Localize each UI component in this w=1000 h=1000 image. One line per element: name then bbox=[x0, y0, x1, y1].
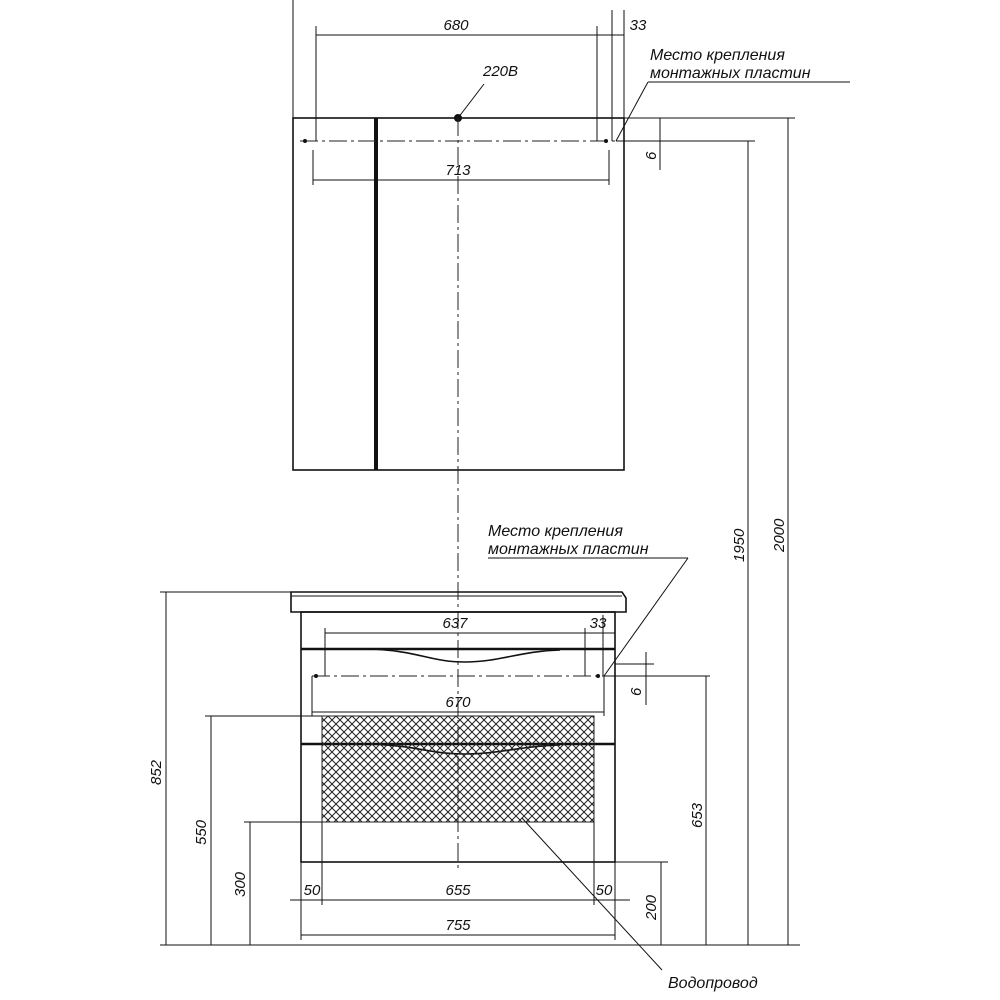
cabinet-mount-leader bbox=[616, 82, 648, 141]
cabinet-mount-point-right bbox=[604, 139, 608, 143]
vanity-mount-label-line1: Место крепления bbox=[488, 523, 623, 540]
dim-680-label: 680 bbox=[443, 17, 469, 34]
power-label: 220В bbox=[483, 63, 519, 80]
vanity-unit bbox=[290, 523, 758, 992]
dim-6-label: 6 bbox=[643, 151, 660, 160]
power-leader bbox=[458, 84, 484, 118]
dim-6b-label: 6 bbox=[628, 687, 645, 696]
water-leader bbox=[522, 818, 662, 970]
dim-200-label: 200 bbox=[643, 894, 660, 920]
cabinet-mount-point-left bbox=[303, 139, 307, 143]
dim-550-label: 550 bbox=[193, 819, 210, 845]
dim-755-label: 755 bbox=[445, 917, 471, 934]
mirror-cabinet bbox=[293, 0, 850, 470]
dim-50-left-label: 50 bbox=[303, 882, 321, 899]
water-label: Водопровод bbox=[668, 975, 758, 992]
dim-33b-label: 33 bbox=[589, 615, 607, 632]
dim-670-label: 670 bbox=[445, 694, 471, 711]
dim-653-label: 653 bbox=[689, 802, 706, 828]
vanity-mount-point-right bbox=[596, 674, 600, 678]
cabinet-mount-label-line2: монтажных пластин bbox=[650, 65, 811, 82]
dim-300-label: 300 bbox=[232, 871, 249, 897]
dim-852-label: 852 bbox=[148, 759, 165, 785]
dim-1950-label: 1950 bbox=[731, 528, 748, 562]
cabinet-mount-label-line1: Место крепления bbox=[650, 47, 785, 64]
dim-33-label: 33 bbox=[629, 17, 647, 34]
dim-50-right-label: 50 bbox=[595, 882, 613, 899]
vanity-mount-label-line2: монтажных пластин bbox=[488, 541, 649, 558]
dim-655-label: 655 bbox=[445, 882, 471, 899]
dim-637-label: 637 bbox=[442, 615, 468, 632]
dim-713-label: 713 bbox=[445, 162, 471, 179]
water-supply-zone bbox=[322, 716, 594, 822]
dim-2000-label: 2000 bbox=[771, 518, 788, 552]
vanity-mount-point-left bbox=[314, 674, 318, 678]
basin-curve bbox=[370, 649, 560, 662]
